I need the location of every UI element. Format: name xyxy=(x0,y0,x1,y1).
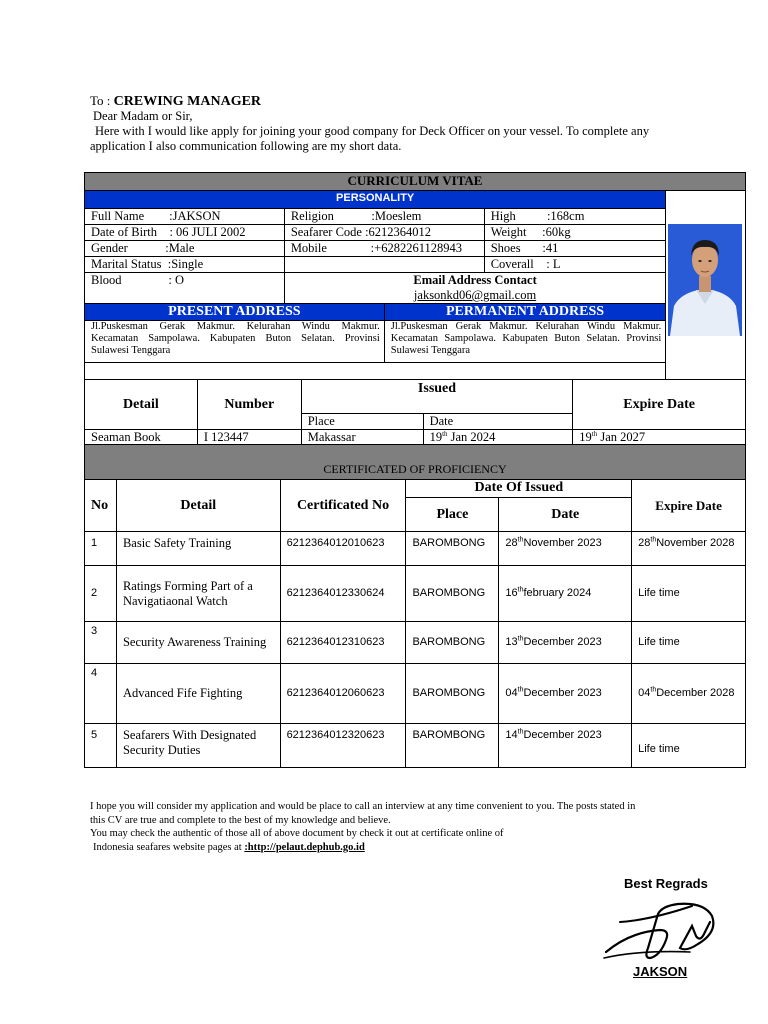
person-photo-icon xyxy=(668,224,742,336)
cop-no: 2 xyxy=(85,566,117,622)
profile-photo xyxy=(668,224,742,336)
blood-type: Blood : O xyxy=(85,273,285,304)
cop-cert-header: Certificated No xyxy=(280,480,406,532)
book-place-header: Place xyxy=(301,414,423,430)
book-date-header: Date xyxy=(423,414,573,430)
cover-letter xyxy=(90,93,690,154)
cop-place: BAROMBONG xyxy=(406,566,499,622)
book-issued-header: Issued xyxy=(301,380,573,414)
email-label: Email Address Contact xyxy=(413,273,537,287)
cop-place: BAROMBONG xyxy=(406,622,499,664)
book-expire-value: 19th Jan 2027 xyxy=(573,430,746,446)
cop-date: 28thNovember 2023 xyxy=(499,532,632,566)
email-cell xyxy=(284,273,666,304)
signature-icon xyxy=(600,892,740,967)
cop-detail: Advanced Fife Fighting xyxy=(116,664,280,724)
cop-detail: Seafarers With Designated Security Duties xyxy=(116,724,280,768)
cop-row xyxy=(85,724,746,768)
book-expire-header: Expire Date xyxy=(573,380,746,430)
best-regards: Best Regrads xyxy=(624,876,708,891)
mobile: Mobile :+6282261128943 xyxy=(284,241,484,257)
greeting: Dear Madam or Sir, xyxy=(93,109,193,123)
book-number-value: I 123447 xyxy=(197,430,301,446)
gender: Gender :Male xyxy=(85,241,285,257)
cop-no: 4 xyxy=(85,664,117,724)
cop-date-header: Date xyxy=(499,498,632,532)
cop-expire: 28thNovember 2028 xyxy=(632,532,746,566)
cv-title: CURRICULUM VITAE xyxy=(85,173,746,191)
shoes: Shoes :41 xyxy=(484,241,666,257)
cop-row xyxy=(85,664,746,724)
full-name: Full Name :JAKSON xyxy=(85,209,285,225)
closing-line-3: You may check the authentic of those all of above document by check it out at certificate online of xyxy=(90,828,504,839)
cop-place-header: Place xyxy=(406,498,499,532)
cop-no: 3 xyxy=(85,622,117,664)
cop-row xyxy=(85,532,746,566)
cv-table xyxy=(84,172,746,380)
book-number-header: Number xyxy=(197,380,301,430)
personality-header: PERSONALITY xyxy=(85,191,666,209)
cop-detail-header: Detail xyxy=(116,480,280,532)
book-place-value: Makassar xyxy=(301,430,423,446)
cop-date: 13thDecember 2023 xyxy=(499,622,632,664)
signature-block xyxy=(600,872,740,982)
letter-body: Here with I would like apply for joining your good company for Deck Officer on your vessel. To complete any application I also communication following are my short data. xyxy=(90,124,650,153)
cop-expire-header: Expire Date xyxy=(632,480,746,532)
book-date-value: 19th Jan 2024 xyxy=(423,430,573,446)
permanent-address-header: PERMANENT ADDRESS xyxy=(384,304,666,321)
cop-cert-no: 6212364012310623 xyxy=(280,622,406,664)
cop-cert-no: 6212364012330624 xyxy=(280,566,406,622)
cop-no: 1 xyxy=(85,532,117,566)
cop-place: BAROMBONG xyxy=(406,664,499,724)
recipient-name: CREWING MANAGER xyxy=(113,94,262,109)
closing-text xyxy=(90,800,710,854)
seafarer-code: Seafarer Code :6212364012 xyxy=(284,225,484,241)
empty-cell xyxy=(284,257,484,273)
marital-status: Marital Status :Single xyxy=(85,257,285,273)
closing-line-4: Indonesia seafares website pages at :http://pelaut.dephub.go.id xyxy=(93,841,365,853)
cop-row xyxy=(85,622,746,664)
height: High :168cm xyxy=(484,209,666,225)
cop-detail: Security Awareness Training xyxy=(116,622,280,664)
spacer-row xyxy=(85,363,746,380)
cop-expire: Life time xyxy=(632,622,746,664)
cop-table xyxy=(84,444,746,768)
closing-line-1: I hope you will consider my application and would be place to call an interview at any time convenient to you. The posts stated in xyxy=(90,801,636,812)
weight: Weight :60kg xyxy=(484,225,666,241)
date-of-birth: Date of Birth : 06 JULI 2002 xyxy=(85,225,285,241)
website-link[interactable]: :http://pelaut.dephub.go.id xyxy=(244,841,365,853)
closing-line-2: this CV are true and complete to the best of my knowledge and believe. xyxy=(90,814,391,826)
cop-detail: Basic Safety Training xyxy=(116,532,280,566)
cop-date: 16thfebruary 2024 xyxy=(499,566,632,622)
cop-place: BAROMBONG xyxy=(406,532,499,566)
cop-date: 04thDecember 2023 xyxy=(499,664,632,724)
cop-expire: 04thDecember 2028 xyxy=(632,664,746,724)
email-address[interactable]: jaksonkd06@gmail.com xyxy=(413,288,537,302)
book-detail-header: Detail xyxy=(85,380,198,430)
to-prefix: To : xyxy=(90,93,111,108)
cop-no: 5 xyxy=(85,724,117,768)
cop-detail: Ratings Forming Part of a Navigatiaonal Watch xyxy=(116,566,280,622)
cop-title: CERTIFICATED OF PROFICIENCY xyxy=(85,445,746,480)
present-address-header: PRESENT ADDRESS xyxy=(85,304,385,321)
cop-cert-no: 6212364012320623 xyxy=(280,724,406,768)
cop-cert-no: 6212364012010623 xyxy=(280,532,406,566)
cop-date-issued-header: Date Of Issued xyxy=(406,480,632,498)
cop-expire: Life time xyxy=(632,566,746,622)
book-detail-value: Seaman Book xyxy=(85,430,198,446)
cop-place: BAROMBONG xyxy=(406,724,499,768)
cop-date: 14thDecember 2023 xyxy=(499,724,632,768)
religion: Religion :Moeslem xyxy=(284,209,484,225)
recipient-line xyxy=(90,93,690,109)
cop-expire: Life time xyxy=(632,724,746,768)
cop-no-header: No xyxy=(85,480,117,532)
coverall: Coverall : L xyxy=(484,257,666,273)
cop-rows xyxy=(85,532,746,768)
present-address: Jl.Puskesman Gerak Makmur. Kelurahan Windu Makmur. Kecamatan Sampolawa. Kabupaten Buton Selatan. Provinsi Sulawesi Tenggara xyxy=(85,321,385,363)
permanent-address: Jl.Puskesman Gerak Makmur. Kelurahan Windu Makmur. Kecamatan Sampolawa. Kabupaten Buton Selatan. Provinsi Sulawesi Tenggara xyxy=(384,321,666,363)
signer-name: JAKSON xyxy=(633,964,688,979)
cop-cert-no: 6212364012060623 xyxy=(280,664,406,724)
seaman-book-table xyxy=(84,379,746,446)
cop-row xyxy=(85,566,746,622)
